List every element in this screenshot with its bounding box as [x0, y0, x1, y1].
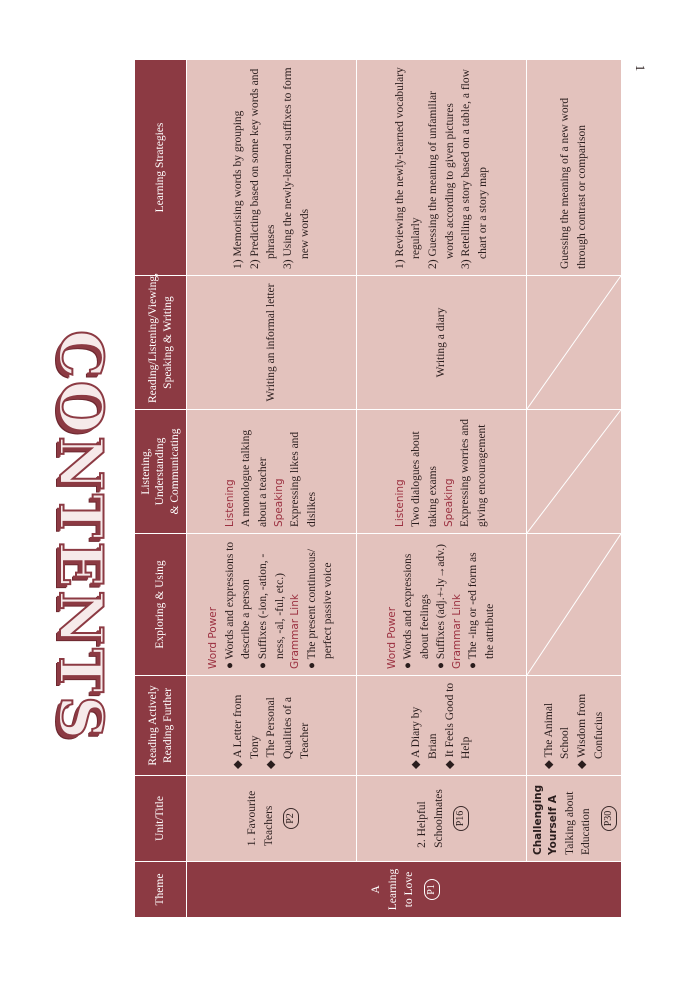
listening-text: Two dialogues about taking exams [410, 431, 439, 527]
reading-item: ◆ The Animal School [542, 702, 572, 769]
unit-page-badge: P2 [283, 808, 299, 829]
contents-title: CONTENTS [45, 330, 115, 743]
challenge-label: Challenging Yourself A [532, 784, 560, 855]
exploring-item: ● Words and expressions to describe a person [223, 541, 253, 669]
diagonal-line [527, 410, 621, 533]
strategies-cell [357, 60, 527, 276]
listening-heading: Listening [394, 479, 407, 527]
strategy-item: 3) Retelling a story based on a table, a flow chart or a story map [460, 69, 489, 269]
reading-cell [187, 676, 357, 776]
diagonal-line [527, 534, 621, 675]
strategy-item: 1) Reviewing the newly-learned vocabulary regularly [393, 67, 423, 269]
strategy-item: 2) Predicting based on some key words and phrases [248, 68, 278, 269]
listening-cell [187, 410, 357, 534]
header-listening: Listening, Understanding & Communicating [135, 410, 187, 534]
table-row [187, 60, 357, 918]
challenge-strategies-cell [527, 60, 622, 276]
header-row [135, 60, 187, 918]
exploring-item: ● Suffixes (adj.+-ly→adv.) [435, 544, 448, 669]
speaking-text: Expressing likes and dislikes [288, 431, 318, 527]
challenge-row [527, 60, 622, 918]
writing-cell [357, 276, 527, 410]
strategy-item: 1) Memorising words by grouping [231, 110, 244, 269]
strategy-item: 2) Guessing the meaning of unfamiliar words according to given pictures [426, 91, 456, 269]
unit-title: 1. Favourite Teachers [245, 790, 275, 847]
reading-cell [357, 676, 527, 776]
listening-heading: Listening [224, 479, 237, 527]
contents-title-wrap [40, 330, 120, 743]
theme-cell [187, 862, 622, 918]
strategy-item: Guessing the meaning of a new word through contrast or comparison [559, 97, 589, 269]
diagonal-line [527, 276, 621, 409]
speaking-text: Expressing worries and giving encouragement [458, 419, 488, 527]
unit-title: 2. Helpful Schoolmates [415, 789, 445, 848]
page-number: 1 [633, 64, 648, 72]
theme-name: Learning to Love [386, 868, 416, 911]
exploring-cell [357, 534, 527, 676]
grammar-link-heading: Grammar Link [450, 594, 463, 669]
table-row [357, 60, 527, 918]
reading-item: ◆ A Letter from Tony [231, 694, 261, 769]
header-strategies: Learning Strategies [135, 60, 187, 276]
exploring-cell [187, 534, 357, 676]
header-exploring: Exploring & Using [135, 534, 187, 676]
reading-item: ◆ The Personal Qualities of a Teacher [265, 697, 311, 769]
unit-page-badge: P16 [453, 806, 469, 832]
exploring-item: ● Suffixes (-ion, -ation, -ness, -al, -ful, etc.) [256, 553, 286, 669]
strategy-item: 3) Using the newly-learned suffixes to form new words [281, 67, 311, 269]
listening-cell [357, 410, 527, 534]
contents-table [134, 59, 622, 918]
header-writing: Reading/Listening/Viewing, Speaking & Writing [135, 276, 187, 410]
header-unit: Unit/Title [135, 776, 187, 862]
exploring-item: ● The present continuous/ perfect passive voice [305, 548, 335, 669]
writing-text: Writing a diary [435, 307, 448, 378]
challenge-unit-title: Talking about Education [563, 791, 593, 855]
reading-item: ◆ A Diary by Brian [410, 706, 439, 769]
speaking-heading: Speaking [442, 478, 455, 527]
empty-diagonal-cell [527, 276, 622, 410]
empty-diagonal-cell [527, 410, 622, 534]
grammar-link-heading: Grammar Link [289, 594, 302, 669]
listening-text: A monologue talking about a teacher [240, 429, 269, 527]
exploring-item: ● Words and expressions about feelings [401, 553, 431, 669]
empty-diagonal-cell [527, 534, 622, 676]
challenge-reading-cell [527, 676, 622, 776]
unit-cell [357, 776, 527, 862]
exploring-item: ● The -ing or -ed form as the attribute [467, 552, 496, 669]
unit-cell [187, 776, 357, 862]
writing-text: Writing an informal letter [265, 283, 278, 402]
challenge-page-badge: P30 [601, 806, 617, 832]
word-power-heading: Word Power [385, 606, 398, 669]
reading-item: ◆ Wisdom from Confucius [576, 693, 605, 769]
header-reading: Reading Actively Reading Further [135, 676, 187, 776]
header-theme: Theme [135, 862, 187, 918]
theme-letter: A [370, 885, 382, 894]
speaking-heading: Speaking [272, 478, 285, 527]
reading-item: ◆ It Feels Good to Help [443, 682, 473, 769]
contents-table-rotated [134, 60, 612, 918]
theme-page-badge: P1 [424, 879, 440, 900]
writing-cell [187, 276, 357, 410]
strategies-cell [187, 60, 357, 276]
challenge-unit-cell [527, 776, 622, 862]
word-power-heading: Word Power [207, 606, 220, 669]
